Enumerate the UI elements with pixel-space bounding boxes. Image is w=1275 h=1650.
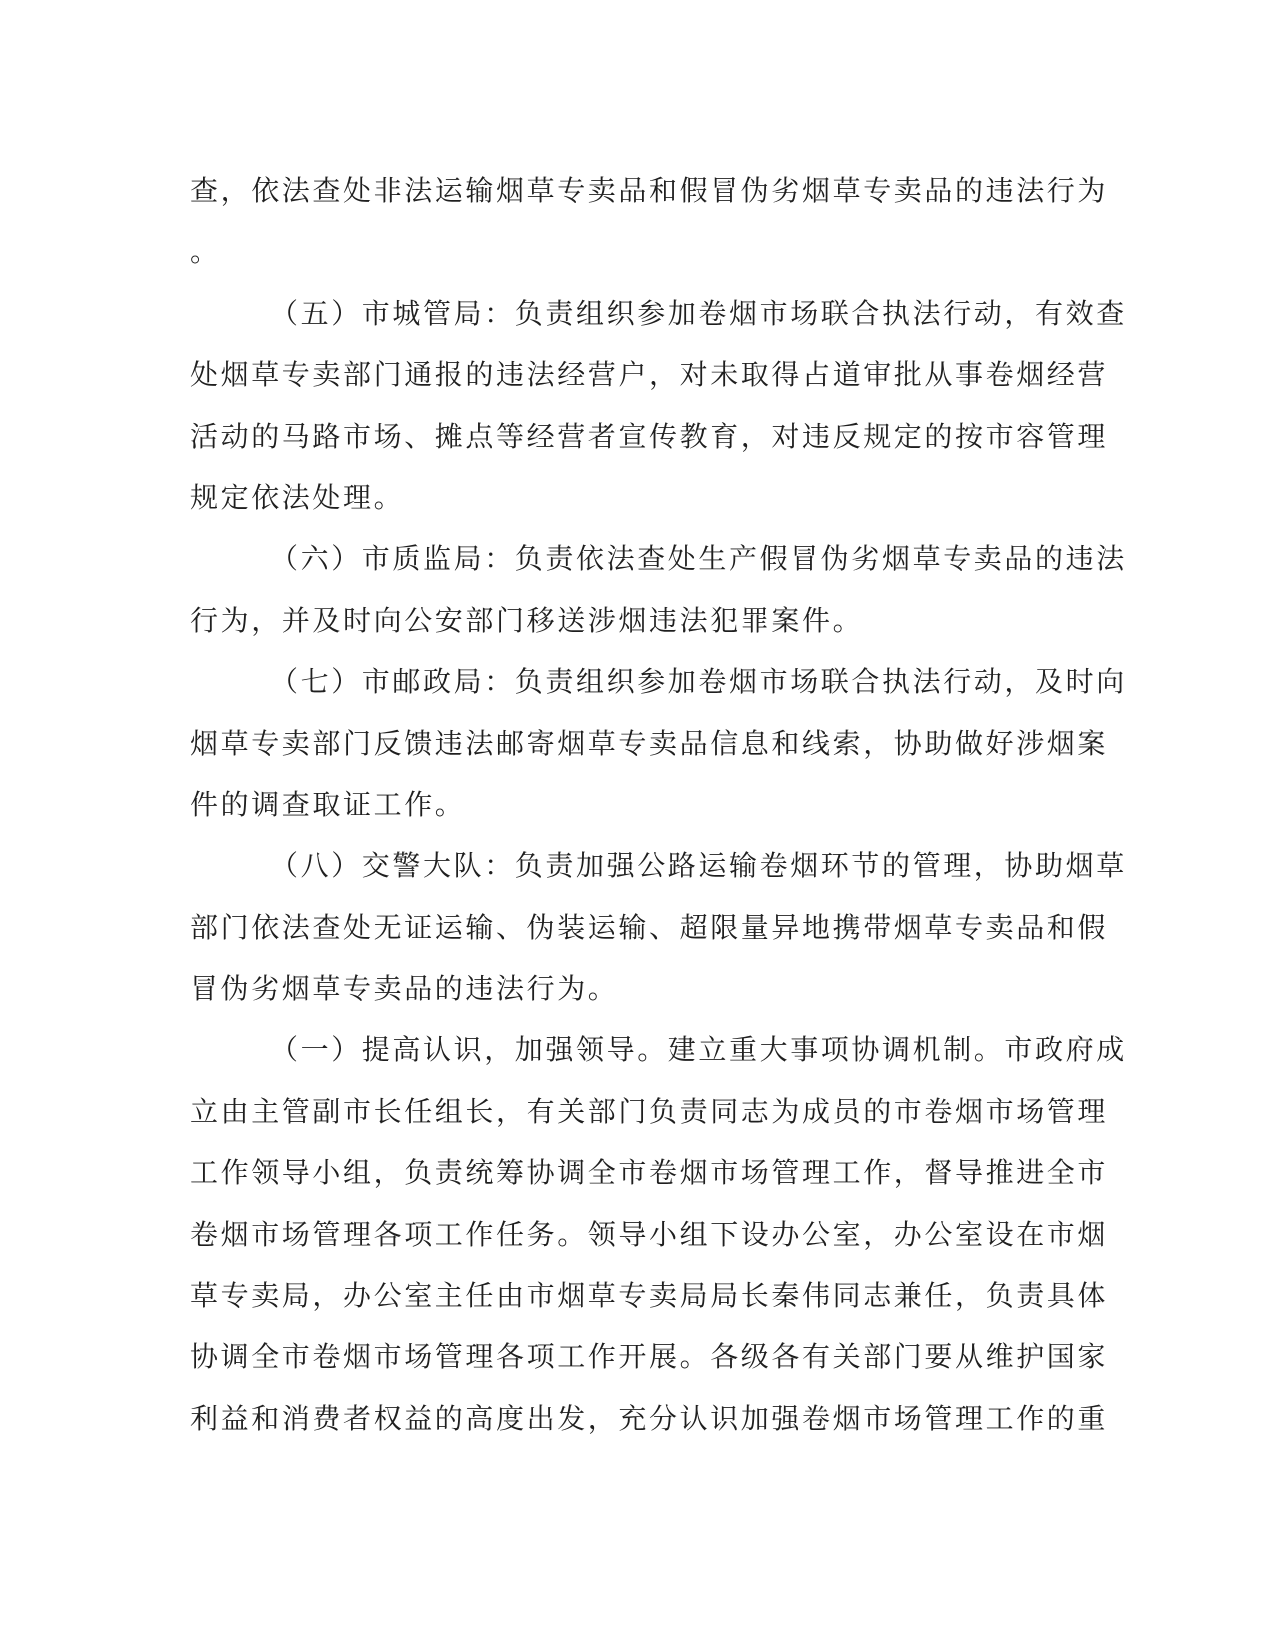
text-line: 规定依法处理。 bbox=[190, 480, 405, 514]
text-line: （七）市邮政局：负责组织参加卷烟市场联合执法行动，及时向 bbox=[270, 665, 1127, 699]
text-line: （一）提高认识，加强领导。建立重大事项协调机制。市政府成 bbox=[270, 1033, 1127, 1067]
text-line: 行为，并及时向公安部门移送涉烟违法犯罪案件。 bbox=[190, 603, 864, 637]
text-line: （五）市城管局：负责组织参加卷烟市场联合执法行动，有效查 bbox=[270, 296, 1127, 330]
document-body bbox=[190, 160, 1127, 1449]
text-line: 活动的马路市场、摊点等经营者宣传教育，对违反规定的按市容管理 bbox=[190, 419, 1109, 453]
text-line: 部门依法查处无证运输、伪装运输、超限量异地携带烟草专卖品和假 bbox=[190, 910, 1109, 944]
text-line: 处烟草专卖部门通报的违法经营户，对未取得占道审批从事卷烟经营 bbox=[190, 358, 1109, 392]
text-line: 协调全市卷烟市场管理各项工作开展。各级各有关部门要从维护国家 bbox=[190, 1340, 1109, 1374]
text-line: 。 bbox=[190, 235, 221, 269]
text-line: （六）市质监局：负责依法查处生产假冒伪劣烟草专卖品的违法 bbox=[270, 542, 1127, 576]
text-line: （八）交警大队：负责加强公路运输卷烟环节的管理，协助烟草 bbox=[270, 849, 1127, 883]
text-line: 冒伪劣烟草专卖品的违法行为。 bbox=[190, 972, 619, 1006]
text-line: 草专卖局，办公室主任由市烟草专卖局局长秦伟同志兼任，负责具体 bbox=[190, 1279, 1109, 1313]
text-line: 查，依法查处非法运输烟草专卖品和假冒伪劣烟草专卖品的违法行为 bbox=[190, 174, 1109, 207]
text-line: 工作领导小组，负责统筹协调全市卷烟市场管理工作，督导推进全市 bbox=[190, 1156, 1109, 1190]
text-line: 烟草专卖部门反馈违法邮寄烟草专卖品信息和线索，协助做好涉烟案 bbox=[190, 726, 1109, 760]
text-line: 立由主管副市长任组长，有关部门负责同志为成员的市卷烟市场管理 bbox=[190, 1094, 1109, 1128]
text-line: 利益和消费者权益的高度出发，充分认识加强卷烟市场管理工作的重 bbox=[190, 1401, 1109, 1435]
text-line: 卷烟市场管理各项工作任务。领导小组下设办公室，办公室设在市烟 bbox=[190, 1217, 1109, 1251]
text-line: 件的调查取证工作。 bbox=[190, 787, 466, 821]
